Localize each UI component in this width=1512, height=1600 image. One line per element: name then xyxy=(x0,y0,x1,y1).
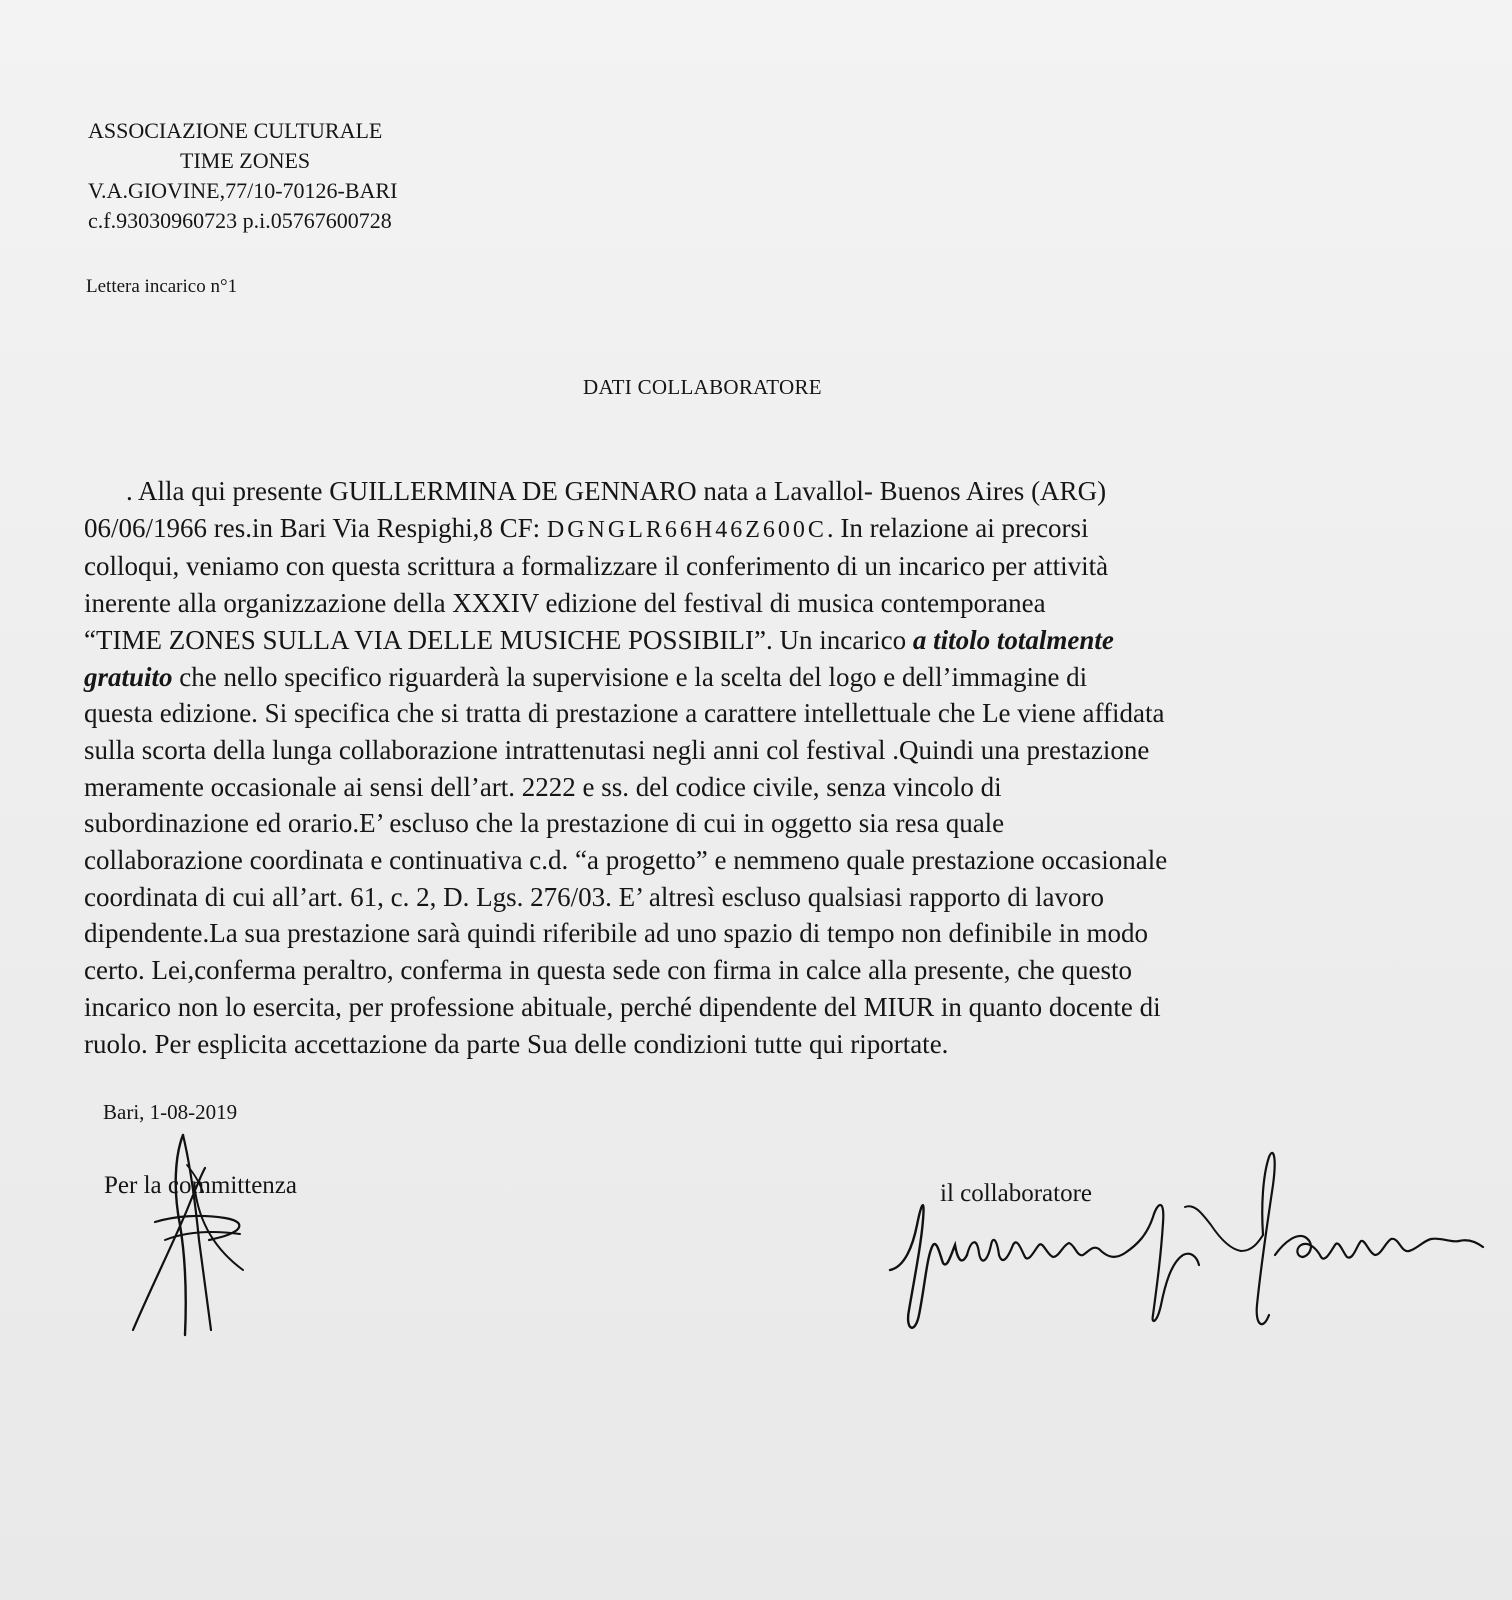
letter-reference: Lettera incarico n°1 xyxy=(86,276,238,297)
letterhead xyxy=(88,116,397,236)
body-line: ruolo. Per esplicita accettazione da parte Sua delle condizioni tutte qui riportate. xyxy=(84,1028,949,1059)
body-text-segment: che nello specifico riguarderà la supervisione e la scelta del logo e dell’immagine di xyxy=(172,661,1088,692)
letter-body xyxy=(84,473,1414,1062)
body-line: questa edizione. Si specifica che si tratta di prestazione a carattere intellettuale che Le viene affidata xyxy=(84,698,1165,729)
body-line xyxy=(84,510,1414,549)
body-line: incarico non lo esercita, per professione abituale, perché dipendente del MIUR in quanto docente di xyxy=(84,991,1161,1022)
committenza-label: Per la committenza xyxy=(104,1172,297,1199)
body-line: subordinazione ed orario.E’ escluso che la prestazione di cui in oggetto sia resa quale xyxy=(84,808,1005,839)
body-line: dipendente.La sua prestazione sarà quindi riferibile ad uno spazio di tempo non definibile in modo xyxy=(84,918,1148,949)
body-line: . Alla qui presente GUILLERMINA DE GENNARO nata a Lavallol- Buenos Aires (ARG) xyxy=(126,476,1107,506)
fiscal-code: DGNGLR66H46Z600C xyxy=(546,516,827,543)
emphasis-text: gratuito xyxy=(84,661,173,692)
body-line: colloqui, veniamo con questa scrittura a formalizzare il conferimento di un incarico per attività xyxy=(84,551,1109,582)
place-date: Bari, 1-08-2019 xyxy=(103,1100,238,1124)
collaboratore-signature xyxy=(885,1145,1490,1345)
body-line: certo. Lei,conferma peraltro, conferma in questa sede con firma in calce alla presente, che questo xyxy=(84,955,1132,986)
document-title: DATI COLLABORATORE xyxy=(583,375,822,399)
body-line: collaborazione coordinata e continuativa c.d. “a progetto” e nemmeno quale prestazione occasionale xyxy=(84,845,1168,876)
body-text-segment: 06/06/1966 res.in Bari Via Respighi,8 CF: xyxy=(84,512,547,543)
org-fiscal-codes: c.f.93030960723 p.i.05767600728 xyxy=(88,208,392,233)
emphasis-text: a titolo totalmente xyxy=(912,624,1114,655)
committenza-signature xyxy=(125,1130,265,1345)
body-line: meramente occasionale ai sensi dell’art. 2222 e ss. del codice civile, senza vincolo di xyxy=(84,771,1002,802)
body-line: coordinata di cui all’art. 61, c. 2, D. Lgs. 276/03. E’ altresì escluso qualsiasi rapporto di lavoro xyxy=(84,881,1104,912)
body-text-segment: “TIME ZONES SULLA VIA DELLE MUSICHE POSSIBILI”. Un incarico xyxy=(84,624,913,655)
body-line xyxy=(84,659,1414,696)
body-line: sulla scorta della lunga collaborazione intrattenutasi negli anni col festival .Quindi una prestazione xyxy=(84,734,1150,765)
collaboratore-label: il collaboratore xyxy=(940,1180,1093,1207)
body-line: inerente alla organizzazione della XXXIV edizione del festival di musica contemporanea xyxy=(84,588,1046,619)
org-address: V.A.GIOVINE,77/10-70126-BARI xyxy=(88,178,398,203)
org-name: ASSOCIAZIONE CULTURALE xyxy=(88,118,383,143)
org-subname: TIME ZONES xyxy=(180,148,311,173)
body-line xyxy=(84,622,1414,659)
body-text-segment: . In relazione ai precorsi xyxy=(826,512,1089,543)
